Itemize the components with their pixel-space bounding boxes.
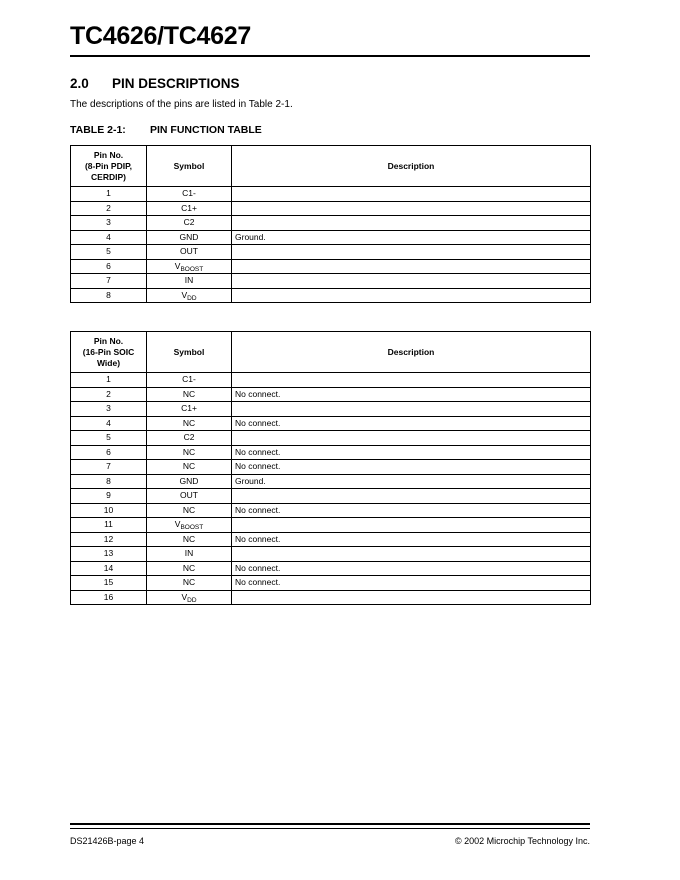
- pin-number: 9: [71, 489, 147, 504]
- pin-symbol-text: NC: [182, 388, 196, 399]
- col-header-pin: [71, 146, 147, 187]
- pin-symbol-text: V: [174, 260, 181, 271]
- pin-symbol: [147, 387, 232, 402]
- section-title: PIN DESCRIPTIONS: [112, 76, 240, 91]
- pin-symbol-text: C1+: [181, 202, 197, 213]
- table-row: [71, 259, 591, 274]
- pin-number: 8: [71, 288, 147, 303]
- pin-symbol: [147, 474, 232, 489]
- pin-symbol: [147, 402, 232, 417]
- col-header-pin-line3: CERDIP): [91, 171, 126, 182]
- page-title: TC4626/TC4627: [70, 22, 251, 50]
- pin-description: No connect.: [232, 460, 591, 475]
- col-header-pin-line3: Wide): [96, 357, 121, 368]
- pin-description: [232, 518, 591, 533]
- pin-description: [232, 259, 591, 274]
- pin-description: [232, 216, 591, 231]
- pin-symbol: [147, 187, 232, 202]
- pin-number: 4: [71, 230, 147, 245]
- pin-symbol: [147, 489, 232, 504]
- pin-number: 2: [71, 201, 147, 216]
- pin-description: [232, 590, 591, 605]
- table-row: [71, 576, 591, 591]
- pin-symbol: [147, 431, 232, 446]
- pin-symbol-text: GND: [179, 475, 199, 486]
- table-row: [71, 503, 591, 518]
- pin-number: 1: [71, 373, 147, 388]
- table-row: [71, 532, 591, 547]
- pin-number: 5: [71, 431, 147, 446]
- pin-symbol-text: GND: [179, 231, 199, 242]
- pin-number: 6: [71, 445, 147, 460]
- pin-description: [232, 187, 591, 202]
- col-header-pin-line1: Pin No.: [93, 149, 124, 160]
- pin-symbol: [147, 259, 232, 274]
- pin-symbol-text: NC: [182, 562, 196, 573]
- pin-number: 8: [71, 474, 147, 489]
- pin-symbol-text: IN: [184, 548, 194, 559]
- table-row: [71, 216, 591, 231]
- footer-rule-thick: [70, 823, 590, 825]
- table-row: [71, 518, 591, 533]
- footer-doc-number: DS21426B-page 4: [70, 836, 145, 846]
- pin-symbol: [147, 532, 232, 547]
- pin-symbol: [147, 416, 232, 431]
- pin-number: 10: [71, 503, 147, 518]
- pin-description: [232, 373, 591, 388]
- pin-description: No connect.: [232, 576, 591, 591]
- pin-symbol-text: C2: [183, 432, 195, 443]
- pin-symbol: [147, 590, 232, 605]
- table-row: [71, 201, 591, 216]
- table-row: [71, 230, 591, 245]
- footer-rule-thin: [70, 828, 590, 829]
- pin-symbol: [147, 460, 232, 475]
- pin-number: 11: [71, 518, 147, 533]
- col-header-description: Description: [232, 332, 591, 373]
- table-caption-title: PIN FUNCTION TABLE: [150, 124, 262, 136]
- pin-symbol: [147, 373, 232, 388]
- pin-number: 2: [71, 387, 147, 402]
- pin-symbol: [147, 503, 232, 518]
- table-row: [71, 274, 591, 289]
- pin-symbol-text: NC: [182, 417, 196, 428]
- pin-symbol: [147, 576, 232, 591]
- col-header-symbol: Symbol: [147, 146, 232, 187]
- table-row: [71, 431, 591, 446]
- pin-symbol-text: OUT: [180, 246, 198, 257]
- table-caption: [70, 124, 262, 136]
- pin-number: 7: [71, 274, 147, 289]
- pin-description: No connect.: [232, 532, 591, 547]
- pin-number: 1: [71, 187, 147, 202]
- col-header-symbol: Symbol: [147, 332, 232, 373]
- pin-symbol-text: C1-: [182, 374, 196, 385]
- pin-number: 15: [71, 576, 147, 591]
- table-row: [71, 288, 591, 303]
- pin-number: 5: [71, 245, 147, 260]
- table-row: [71, 460, 591, 475]
- pin-symbol-text: OUT: [180, 490, 198, 501]
- pin-symbol: [147, 445, 232, 460]
- pin-table-16pin: [70, 331, 591, 605]
- pin-number: 16: [71, 590, 147, 605]
- section-number: 2.0: [70, 76, 89, 91]
- pin-description: [232, 402, 591, 417]
- table-row: [71, 445, 591, 460]
- pin-description: No connect.: [232, 561, 591, 576]
- pin-number: 3: [71, 216, 147, 231]
- pin-symbol-subscript: BOOST: [180, 265, 204, 273]
- pin-symbol: [147, 561, 232, 576]
- pin-symbol-text: V: [174, 519, 181, 530]
- pin-symbol-subscript: DD: [187, 596, 197, 604]
- pin-description: [232, 274, 591, 289]
- pin-symbol-text: C1-: [182, 188, 196, 199]
- pin-symbol: [147, 201, 232, 216]
- pin-number: 13: [71, 547, 147, 562]
- pin-description: No connect.: [232, 503, 591, 518]
- pin-number: 14: [71, 561, 147, 576]
- pin-number: 6: [71, 259, 147, 274]
- col-header-pin-line2: (16-Pin SOIC: [82, 346, 135, 357]
- pin-symbol-subscript: BOOST: [180, 524, 204, 532]
- col-header-pin: [71, 332, 147, 373]
- pin-symbol: [147, 288, 232, 303]
- table-row: [71, 402, 591, 417]
- pin-symbol: [147, 230, 232, 245]
- table-row: [71, 489, 591, 504]
- table-row: [71, 387, 591, 402]
- pin-symbol-text: NC: [182, 533, 196, 544]
- footer-copyright: © 2002 Microchip Technology Inc.: [454, 836, 590, 846]
- pin-description: [232, 288, 591, 303]
- header-rule: [70, 55, 590, 57]
- pin-description: [232, 245, 591, 260]
- pin-description: No connect.: [232, 445, 591, 460]
- table-row: [71, 474, 591, 489]
- pin-table-8pin: [70, 145, 591, 303]
- pin-symbol: [147, 216, 232, 231]
- pin-symbol: [147, 547, 232, 562]
- table-row: [71, 187, 591, 202]
- pin-symbol-text: C1+: [181, 403, 197, 414]
- pin-description: [232, 547, 591, 562]
- pin-symbol-text: NC: [182, 461, 196, 472]
- table-row: [71, 245, 591, 260]
- table-row: [71, 547, 591, 562]
- pin-symbol-text: V: [181, 289, 188, 300]
- pin-symbol: [147, 245, 232, 260]
- table-row: [71, 373, 591, 388]
- pin-symbol-text: IN: [184, 275, 194, 286]
- pin-description: Ground.: [232, 474, 591, 489]
- pin-symbol-text: V: [181, 591, 188, 602]
- pin-number: 4: [71, 416, 147, 431]
- pin-number: 12: [71, 532, 147, 547]
- pin-description: Ground.: [232, 230, 591, 245]
- pin-description: No connect.: [232, 387, 591, 402]
- pin-symbol: [147, 274, 232, 289]
- intro-text: The descriptions of the pins are listed in Table 2-1.: [70, 99, 293, 110]
- pin-symbol-text: NC: [182, 504, 196, 515]
- pin-symbol-text: NC: [182, 577, 196, 588]
- pin-symbol-subscript: DD: [187, 294, 197, 302]
- col-header-pin-line2: (8-Pin PDIP,: [84, 160, 133, 171]
- pin-description: [232, 201, 591, 216]
- pin-description: No connect.: [232, 416, 591, 431]
- section-heading: [70, 76, 240, 91]
- col-header-description: Description: [232, 146, 591, 187]
- table-row: [71, 416, 591, 431]
- pin-symbol-text: C2: [183, 217, 195, 228]
- pin-number: 3: [71, 402, 147, 417]
- pin-symbol-text: NC: [182, 446, 196, 457]
- table-caption-label: TABLE 2-1:: [70, 124, 126, 136]
- pin-symbol: [147, 518, 232, 533]
- col-header-pin-line1: Pin No.: [93, 335, 124, 346]
- table-row: [71, 590, 591, 605]
- pin-number: 7: [71, 460, 147, 475]
- pin-description: [232, 431, 591, 446]
- pin-description: [232, 489, 591, 504]
- table-row: [71, 561, 591, 576]
